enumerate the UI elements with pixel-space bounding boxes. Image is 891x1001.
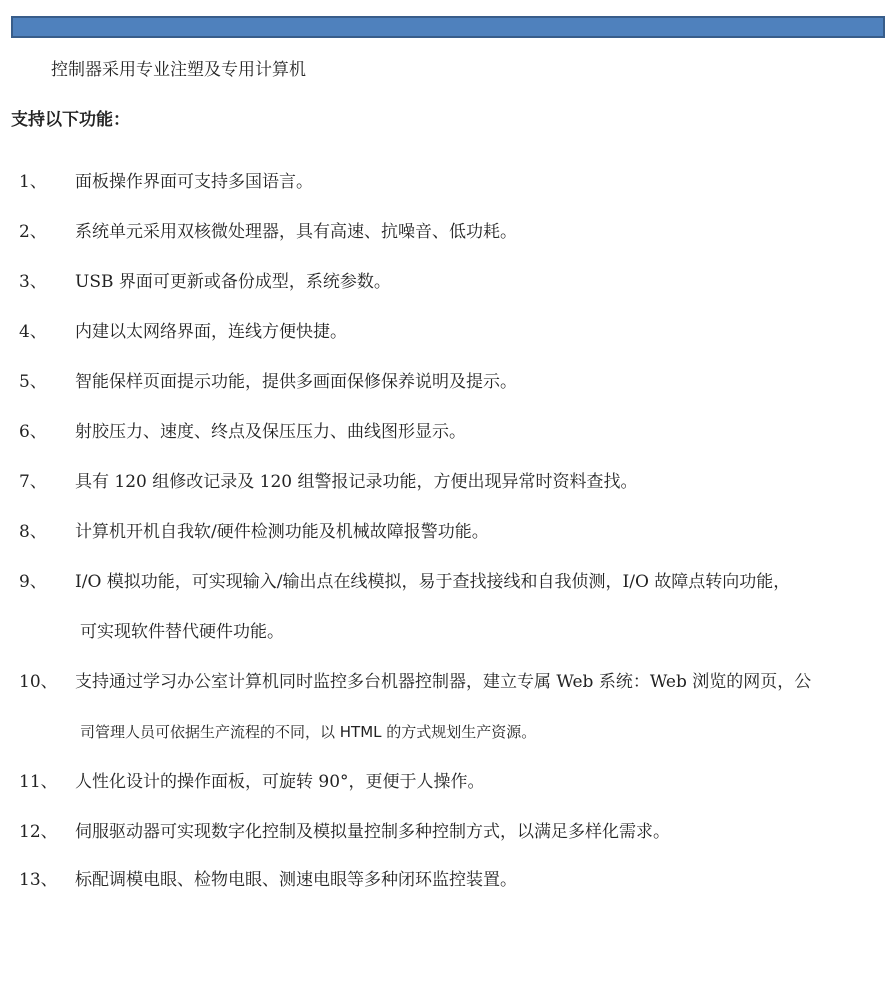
item-text: 射胶压力、速度、终点及保压压力、曲线图形显示。: [75, 422, 466, 442]
item-text: 计算机开机自我软/硬件检测功能及机械故障报警功能。: [75, 522, 489, 542]
item-text: I/O 模拟功能，可实现输入/输出点在线模拟，易于查找接线和自我侦测，I/O 故障点转向功能，: [75, 572, 791, 592]
item-text: 支持通过学习办公室计算机同时监控多台机器控制器，建立专属 Web 系统：Web 浏览的网页，公: [75, 672, 812, 692]
item-number: 6、: [19, 422, 47, 442]
item-number: 11、: [19, 772, 58, 792]
item-number: 10、: [19, 672, 58, 692]
item-number: 9、: [19, 572, 47, 592]
item-number: 13、: [19, 870, 58, 890]
section-heading: 支持以下功能：: [11, 110, 130, 130]
item-text: USB 界面可更新或备份成型，系统参数。: [75, 272, 391, 292]
header-rule-bar: [11, 16, 885, 38]
document-subtitle: 控制器采用专业注塑及专用计算机: [51, 60, 306, 80]
item-number: 3、: [19, 272, 47, 292]
item-text-continuation: 司管理人员可依据生产流程的不同，以 HTML 的方式规划生产资源。: [80, 723, 537, 741]
item-number: 1、: [19, 172, 47, 192]
item-text: 内建以太网络界面，连线方便快捷。: [75, 322, 347, 342]
item-number: 5、: [19, 372, 47, 392]
item-text: 智能保样页面提示功能，提供多画面保修保养说明及提示。: [75, 372, 517, 392]
item-text: 标配调模电眼、检物电眼、测速电眼等多种闭环监控装置。: [75, 870, 517, 890]
item-number: 8、: [19, 522, 47, 542]
item-number: 2、: [19, 222, 47, 242]
item-text-continuation: 可实现软件替代硬件功能。: [80, 622, 284, 642]
item-number: 7、: [19, 472, 47, 492]
item-text: 人性化设计的操作面板，可旋转 90°，更便于人操作。: [75, 772, 485, 792]
item-number: 4、: [19, 322, 47, 342]
item-text: 具有 120 组修改记录及 120 组警报记录功能，方便出现异常时资料查找。: [75, 472, 638, 492]
item-text: 面板操作界面可支持多国语言。: [75, 172, 313, 192]
item-text: 伺服驱动器可实现数字化控制及模拟量控制多种控制方式，以满足多样化需求。: [75, 822, 670, 842]
item-number: 12、: [19, 822, 58, 842]
item-text: 系统单元采用双核微处理器，具有高速、抗噪音、低功耗。: [75, 222, 517, 242]
